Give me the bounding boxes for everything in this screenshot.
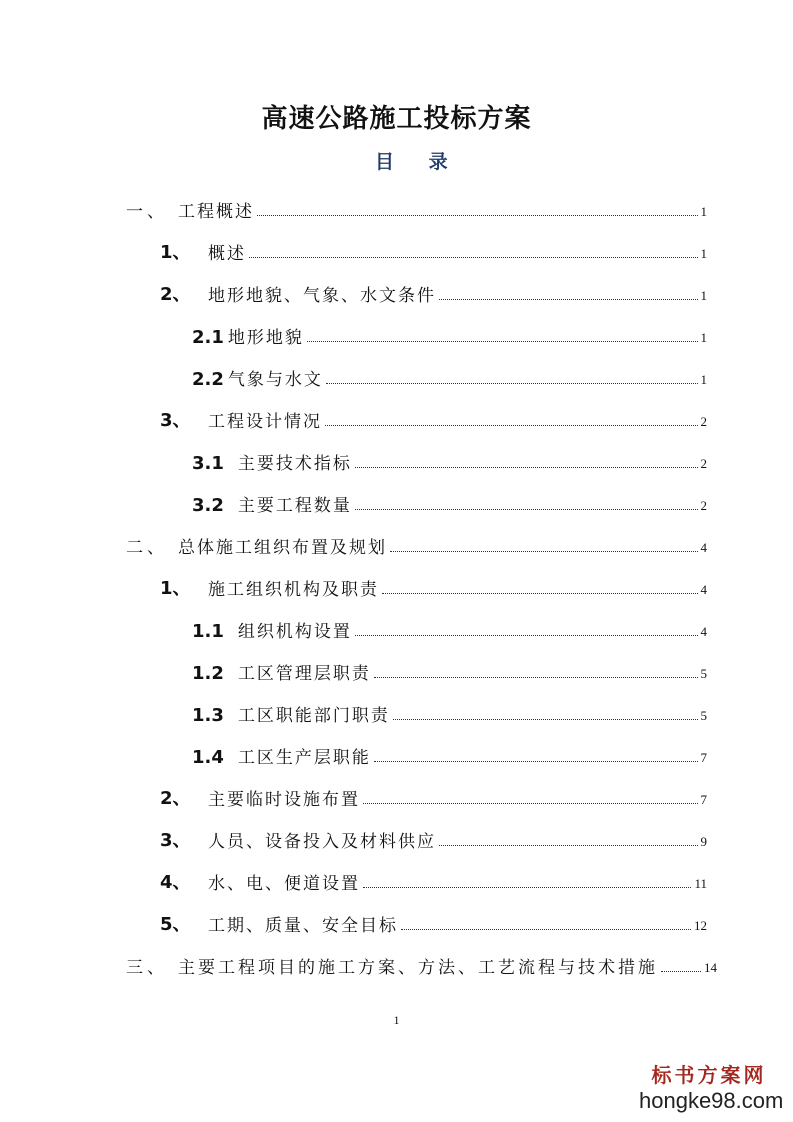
toc-entry[interactable]: [192, 308, 707, 348]
toc-leader: [257, 214, 698, 216]
toc-label: 地形地貌: [227, 328, 304, 348]
toc-page: 5: [700, 666, 707, 681]
toc-number: 1.1: [192, 621, 224, 642]
toc-number: 2.1: [192, 327, 224, 348]
toc-label: 人员、设备投入及材料供应: [208, 832, 436, 852]
toc-entry[interactable]: [160, 896, 707, 936]
toc-page: 12: [694, 918, 707, 933]
toc-page: 7: [700, 750, 707, 765]
toc-leader: [355, 634, 698, 636]
toc-entry[interactable]: [126, 938, 717, 978]
watermark-url: hongke98.com: [639, 1088, 784, 1113]
toc-leader: [355, 508, 698, 510]
toc-leader: [325, 424, 698, 426]
toc-label: 气象与水文: [227, 370, 323, 390]
toc-page: 2: [700, 456, 707, 471]
toc-number: 3、: [160, 830, 191, 851]
toc-leader: [401, 928, 691, 930]
toc-leader: [382, 592, 698, 594]
toc-leader: [374, 760, 698, 762]
toc-number: 1.3: [192, 705, 224, 726]
watermark-brand: 标书方案网: [651, 1063, 767, 1087]
toc-number: 二、: [126, 538, 168, 558]
toc-leader: [393, 718, 698, 720]
toc-leader: [326, 382, 698, 384]
toc-number: 2、: [160, 788, 191, 809]
toc-number: 3.1: [192, 453, 224, 474]
toc-entry[interactable]: [160, 224, 707, 264]
toc-page: 4: [700, 540, 707, 555]
toc-page: 1: [700, 372, 707, 387]
toc-entry[interactable]: [126, 182, 707, 222]
toc-number: 1.2: [192, 663, 224, 684]
toc-page: 11: [694, 876, 707, 891]
toc-leader: [390, 550, 698, 552]
toc-label: 主要工程数量: [237, 496, 352, 516]
toc-label: 施工组织机构及职责: [208, 580, 379, 600]
toc-leader: [355, 466, 698, 468]
toc-entry[interactable]: [192, 728, 707, 768]
toc-entry[interactable]: [126, 518, 707, 558]
toc-page: 4: [700, 582, 707, 597]
toc-leader: [439, 298, 698, 300]
toc-label: 主要技术指标: [237, 454, 352, 474]
toc-label: 水、电、便道设置: [208, 874, 360, 894]
toc-number: 5、: [160, 914, 191, 935]
toc-leader: [363, 886, 691, 888]
toc-leader: [363, 802, 698, 804]
toc-page: 1: [700, 204, 707, 219]
toc-number: 1、: [160, 242, 191, 263]
toc-entry[interactable]: [192, 434, 707, 474]
toc-number: 1、: [160, 578, 191, 599]
toc-leader: [249, 256, 698, 258]
toc-heading: 目 录: [375, 151, 462, 173]
toc-leader: [439, 844, 698, 846]
toc-entry[interactable]: [160, 266, 707, 306]
toc-entry[interactable]: [160, 854, 707, 894]
toc-leader: [374, 676, 698, 678]
toc-page: 2: [700, 498, 707, 513]
toc-number: 2.2: [192, 369, 224, 390]
toc-page: 1: [700, 288, 707, 303]
toc-label: 概述: [208, 244, 246, 264]
toc-number: 2、: [160, 284, 191, 305]
toc-page: 1: [700, 330, 707, 345]
toc-number: 3.2: [192, 495, 224, 516]
toc-label: 组织机构设置: [237, 622, 352, 642]
toc-entry[interactable]: [160, 392, 707, 432]
toc-number: 一、: [126, 202, 168, 222]
toc-page: 4: [700, 624, 707, 639]
toc-label: 工程设计情况: [208, 412, 322, 432]
toc-number: 4、: [160, 872, 191, 893]
toc-entry[interactable]: [192, 644, 707, 684]
document-title: 高速公路施工投标方案: [261, 104, 532, 134]
toc-page: 9: [700, 834, 707, 849]
toc-entry[interactable]: [160, 560, 707, 600]
toc-page: 7: [700, 792, 707, 807]
toc-leader: [661, 970, 701, 972]
toc-entry[interactable]: [160, 812, 707, 852]
toc-label: 主要临时设施布置: [208, 790, 360, 810]
toc-entry[interactable]: [192, 476, 707, 516]
toc-label: 总体施工组织布置及规划: [178, 538, 387, 558]
toc-label: 工区职能部门职责: [237, 706, 390, 726]
toc-label: 工区管理层职责: [237, 664, 371, 684]
toc-number: 1.4: [192, 747, 224, 768]
toc-number: 3、: [160, 410, 191, 431]
watermark: [639, 1059, 784, 1114]
toc-leader: [307, 340, 698, 342]
toc-page: 2: [700, 414, 707, 429]
toc-page: 1: [700, 246, 707, 261]
toc-label: 主要工程项目的施工方案、方法、工艺流程与技术措施: [178, 958, 658, 978]
toc-page: 5: [700, 708, 707, 723]
toc-number: 三、: [126, 958, 168, 978]
toc-entry[interactable]: [160, 770, 707, 810]
toc-entry[interactable]: [192, 602, 707, 642]
toc-label: 工程概述: [178, 202, 254, 222]
toc-label: 地形地貌、气象、水文条件: [208, 286, 436, 306]
toc-label: 工期、质量、安全目标: [208, 916, 398, 936]
page-number: 1: [393, 1013, 400, 1027]
toc-entry[interactable]: [192, 686, 707, 726]
toc-entry[interactable]: [192, 350, 707, 390]
toc-label: 工区生产层职能: [237, 748, 371, 768]
toc-page: 14: [704, 960, 717, 975]
